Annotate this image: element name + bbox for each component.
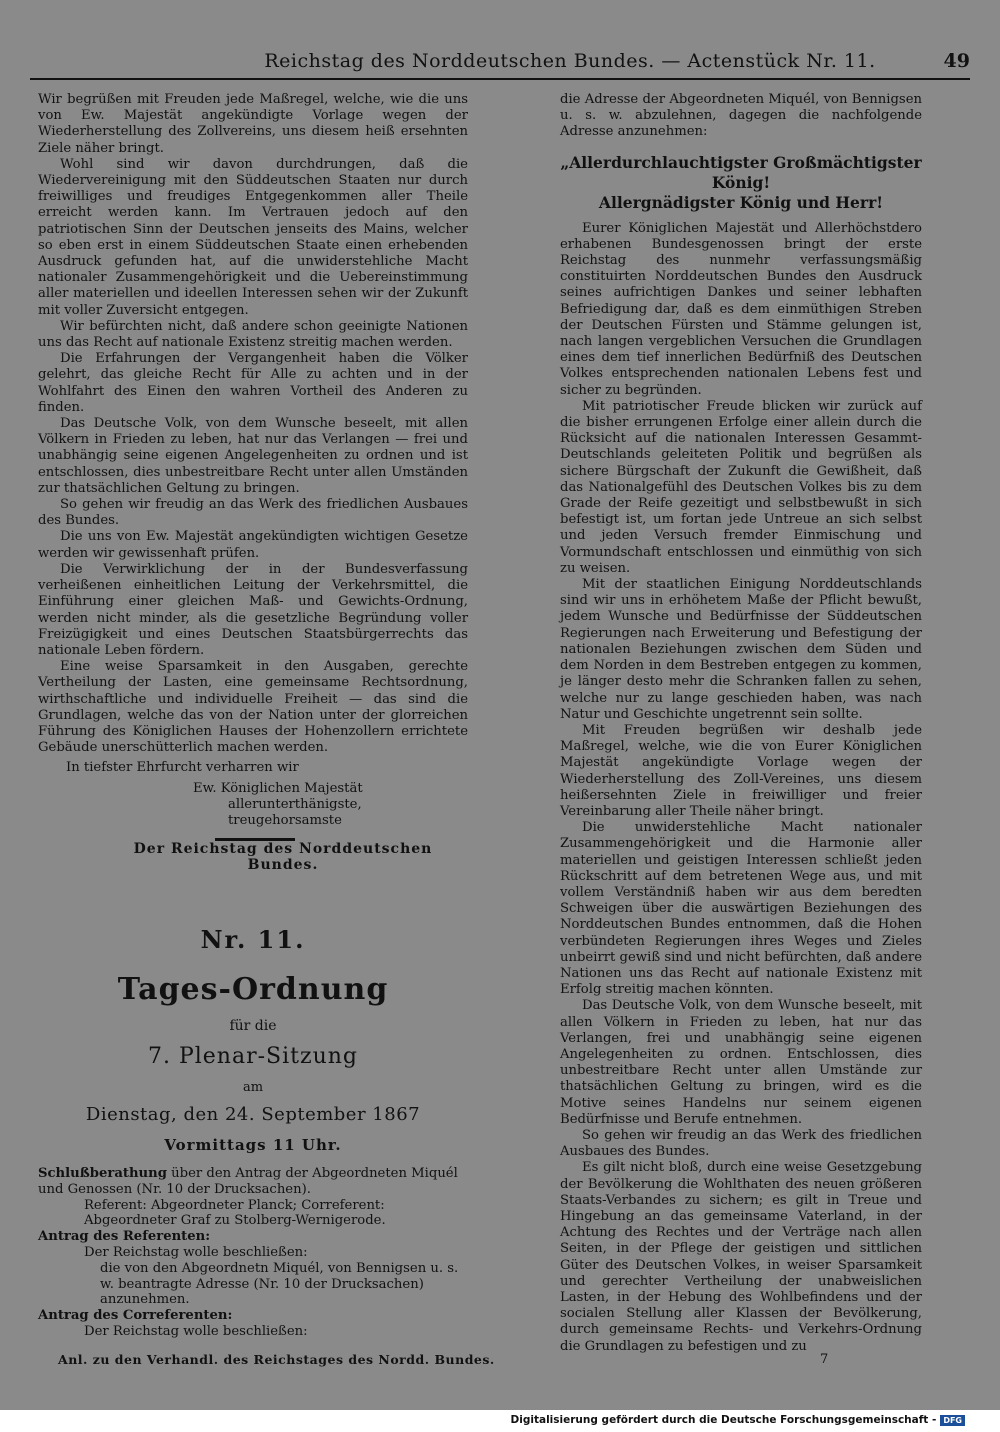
page-number: 49 [943,50,970,72]
left-column [38,92,468,874]
right-paragraph: Mit der staatlichen Einigung Norddeutschlands sind wir uns in erhöhetem Maße der Pflicht bewußt, jedem Wunsche und Bedürfnisse der Süddeutschen Regierungen nach Erweiterung und Befestigung der nationalen Beziehungen zwischen dem Süden und dem Norden in dem Bestreben entgegen zu kommen, je länger desto mehr die Schranken fallen zu sehen, welche nur zu lange geschieden haben, was nach Natur und Geschichte ungetrennt sein sollte. [560,577,922,722]
left-paragraph: Eine weise Sparsamkeit in den Ausgaben, gerechte Vertheilung der Lasten, eine gemeinsame Rechtsordnung, wirthschaftliche und individuelle Freiheit — das sind die Grundlagen, welche das von der Nation unter der glorreichen Führung des Königlichen Hauses der Hohenzollern errichtete Gebäude unerschütterlich machen werden. [38,659,468,756]
page-header [30,48,970,80]
left-paragraph: So gehen wir freudig an das Werk des friedlichen Ausbaues des Bundes. [38,497,468,529]
left-paragraph: Die Erfahrungen der Vergangenheit haben die Völker gelehrt, das gleiche Recht für Alle zu achten und in der Wohlfahrt des Einen den wahren Vortheil des Anderen zu finden. [38,351,468,415]
right-paragraph: Das Deutsche Volk, von dem Wunsche beseelt, mit allen Völkern in Frieden zu leben, hat nur das Verlangen, frei und unabhängig seine eigenen Angelegenheiten zu ordnen. Entschlossen, dies unbestreitbare Recht unter allen Umstände zur thatsächlichen Geltung zu bringen, wird es die Motive seines Handelns nur seinem eigenen Bedürfnisse und Berufe entnehmen. [560,998,922,1127]
agenda-referent: Referent: Abgeordneter Planck; Correferent: Abgeordneter Graf zu Stolberg-Wernigerode. [84,1197,386,1229]
document-number: Nr. 11. [200,925,306,954]
session-title: 7. Plenar-Sitzung [147,1044,359,1069]
right-paragraph: Eurer Königlichen Majestät und Allerhöchstdero erhabenen Bundesgenossen bringt der erste Reichstag des nunmehr verfassungsmäßig constituirten Norddeutschen Bundes den Ausdruck seines aufrichtigen Dankes und seiner lebhaften Befriedigung dar, daß es dem einmüthigen Streben der Deutschen Fürsten und Stämme gelungen ist, nach langen vergeblichen Versuchen die Grundlagen eines dem tief innerlichen Bedürfniß des Deutschen Volkes entsprechenden nationalen Lebens fest und sicher zu begründen. [560,220,922,398]
salutation: „Allerdurchlauchtigster Großmächtigster König! [560,152,922,192]
right-paragraph: Mit patriotischer Freude blicken wir zurück auf die bisher errungenen Erfolge einer allein durch die Rücksicht auf die nationalen Interessen Gesammt-Deutschlands geleiteten Politik und begrüßen als sichere Bürgschaft der Zukunft die Gewißheit, daß das Nationalgefühl des Deutschen Volkes bis zu dem Grade der Reife gezeitigt und selbstbewußt in sich befestigt ist, um fortan jede Untreue an sich selbst und jeden Versuch fremder Einmischung und Vormundschaft entschlossen und einmüthig von sich zu weisen. [560,398,922,576]
digitization-credit [511,1414,965,1426]
right-intro: die Adresse der Abgeordneten Miquél, von Bennigsen u. s. w. abzulehnen, dagegen die nachfolgende Adresse anzunehmen: [560,92,922,140]
left-paragraph: Die Verwirklichung der in der Bundesverfassung verheißenen einheitlichen Leitung der Verkehrsmittel, die Einführung einer gleichen Maß- und Gewichts-Ordnung, werden nicht minder, als die gesetzliche Begründung voller Freizügigkeit und eines Deutschen Staatsbürgerrechts das nationale Leben fördern. [38,561,468,658]
header-title: Reichstag des Norddeutschen Bundes. — Actenstück Nr. 11. [264,50,876,72]
credit-text: Digitalisierung gefördert durch die Deutsche Forschungsgemeinschaft - [510,1414,937,1426]
closing-line: allerunterthänigste, treugehorsamste [228,796,362,828]
signature: Der Reichstag des Norddeutschen Bundes. [133,841,433,874]
closing-line: In tiefster Ehrfurcht verharren wir [66,760,299,776]
session-date: Dienstag, den 24. September 1867 [85,1104,421,1125]
dfg-logo: DFG [940,1415,965,1426]
signature-mark: 7 [820,1352,829,1367]
left-paragraph: Die uns von Ew. Majestät angekündigten wichtigen Gesetze werden wir gewissenhaft prüfen. [38,529,468,561]
closing-line: Ew. Königlichen Majestät [193,780,363,796]
right-paragraph: Es gilt nicht bloß, durch eine weise Gesetzgebung der Bevölkerung die Wohlthaten des neuen größeren Staats-Verbandes zu sichern; es gilt in Treue und Hingebung an das gemeinsame Vaterland, in der Achtung des Rechtes und der Verträge nach allen Seiten, in der Pflege der geistigen und sittlichen Güter des Deutschen Volkes, in weiser Sparsamkeit und gerechter Vertheilung der unabweislichen Lasten, in der Hebung des Wohlbefindens und der socialen Stellung aller Klassen der Bevölkerung, durch gemeinsame Rechts- und Verkehrs-Ordnung die Grundlagen zu befestigen und zu [560,1160,922,1354]
footer-note: Anl. zu den Verhandl. des Reichstages des Nordd. Bundes. [58,1352,495,1367]
agenda-item [38,1166,470,1198]
agenda-heading: Tages-Ordnung [117,972,389,1007]
antrag-referent-line: die von den Abgeordnetn Miquél, von Bennigsen u. s. w. beantragte Adresse (Nr. 10 der Drucksachen) anzunehmen. [100,1260,459,1308]
right-column [560,92,922,1355]
left-paragraph: Wir befürchten nicht, daß andere schon geeinigte Nationen uns das Recht auf nationale Existenz streitig machen werden. [38,318,468,351]
section-divider [215,838,295,841]
agenda-body [38,1166,470,1340]
antrag-referent-line: Der Reichstag wolle beschließen: [84,1244,308,1260]
antrag-referent-title: Antrag des Referenten: [38,1229,211,1245]
salutation: Allergnädigster König und Herr! [598,192,884,212]
right-paragraph: So gehen wir freudig an das Werk des friedlichen Ausbaues des Bundes. [560,1127,922,1160]
right-paragraph: Mit Freuden begrüßen wir deshalb jede Maßregel, welche, wie die von Eurer Königlichen Majestät angekündigte Vorlage wegen der Wiederherstellung des Zoll-Vereines, uns diesem heißersehnten Ziele in freiwilliger und freier Vereinbarung aller Theile näher bringt. [560,722,922,819]
agenda-am: am [242,1080,264,1095]
right-paragraph: Die unwiderstehliche Macht nationaler Zusammengehörigkeit und die Harmonie aller materiellen und geistigen Interessen schließt jeden Rückschritt auf dem betretenen Wege aus, und mit vollem Verständniß haben wir aus dem beredten Schweigen über die auswärtigen Beziehungen des Norddeutschen Bundes entnommen, daß die Hohen verbündeten Regierungen ihres Weges und Zieles unbeirrt gewiß sind und nicht befürchten, daß andere Nationen uns das Recht auf nationale Existenz mit Erfolg streitig machen könnten. [560,820,922,998]
agenda-item-bold: Schlußberathung [38,1166,167,1181]
session-time: Vormittags 11 Uhr. [164,1136,342,1154]
antrag-correferent-title: Antrag des Correferenten: [38,1308,233,1324]
left-paragraph: Wohl sind wir davon durchdrungen, daß die Wiedervereinigung mit den Süddeutschen Staaten nur durch freiwilliges und freudiges Entgegenkommen aller Theile erreicht werden kann. Im Vertrauen jedoch auf den patriotischen Sinn der Deutschen jenseits des Mains, welcher so eben erst in einem Süddeutschen Staate einen erhebenden Ausdruck gefunden hat, auf die unwiderstehliche Macht nationaler Zusammengehörigkeit und die Uebereinstimmung aller materiellen und ideellen Interessen sehen wir der Zukunft mit voller Zuversicht entgegen. [38,156,468,318]
agenda-for: für die [229,1018,277,1034]
agenda-item-text: über den Antrag der Abgeordneten Miquél und Genossen (Nr. 10 der Drucksachen). [38,1166,458,1197]
left-paragraph: Das Deutsche Volk, von dem Wunsche beseelt, mit allen Völkern in Frieden zu leben, hat nur das Verlangen — frei und unabhängig seine eigenen Angelegenheiten zu ordnen und ist entschlossen, dies unbestreitbare Recht unter allen Umständen zur thatsächlichen Geltung zu bringen. [38,416,468,496]
left-paragraph: Wir begrüßen mit Freuden jede Maßregel, welche, wie die uns von Ew. Majestät angekündigte Vorlage wegen der Wiederherstellung des Zollvereins, uns diesem heiß ersehnten Ziele näher bringt. [38,92,468,156]
antrag-correferent-line: Der Reichstag wolle beschließen: [84,1323,308,1339]
